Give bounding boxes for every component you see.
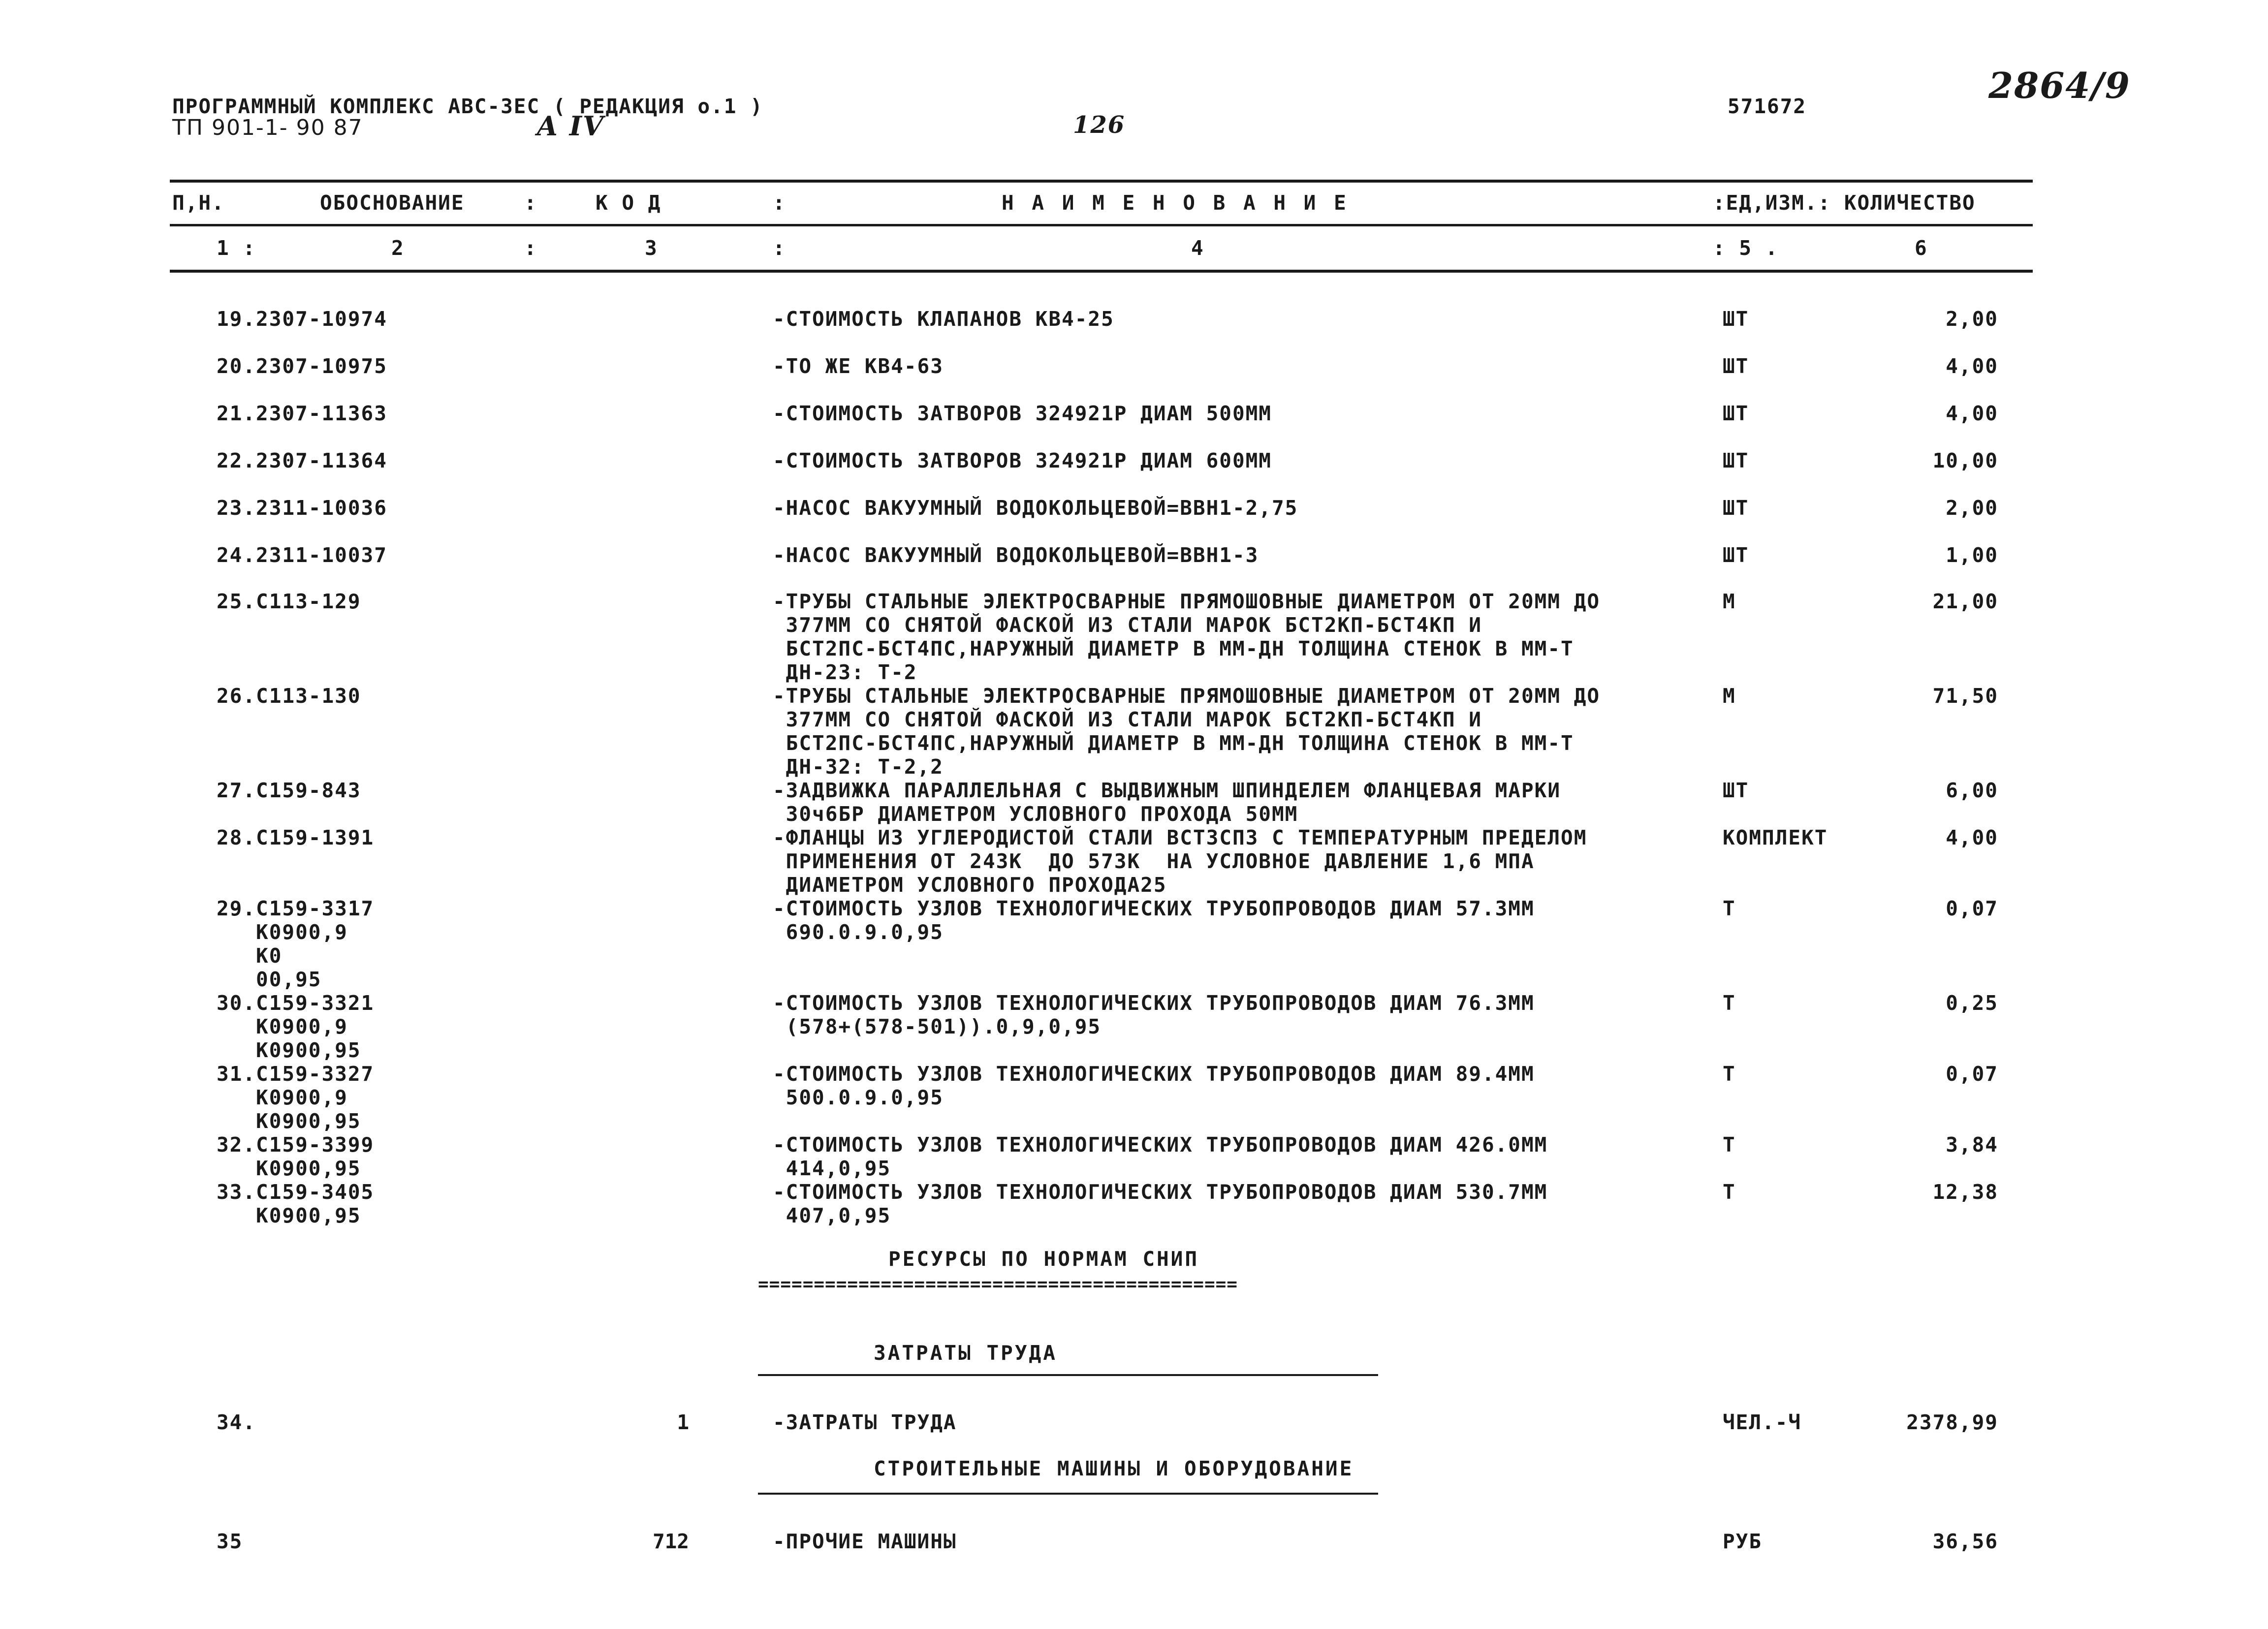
album-mark: А IV — [536, 110, 604, 142]
row-basis: 31.С159-3327 К0900,9 К0900,95 — [217, 1062, 375, 1133]
col-header-sep: : — [773, 191, 786, 215]
col-header-basis: ОБОСНОВАНИЕ — [320, 191, 465, 215]
row-name: -НАСОС ВАКУУМНЫЙ ВОДОКОЛЬЦЕВОЙ=ВВН1-3 — [773, 543, 1259, 567]
row-name: -СТОИМОСТЬ УЗЛОВ ТЕХНОЛОГИЧЕСКИХ ТРУБОПРОВОДОВ ДИАМ 530.7ММ 407,0,95 — [773, 1180, 1548, 1227]
row-basis: 22.2307-11364 — [217, 449, 387, 472]
row-name: -СТОИМОСТЬ УЗЛОВ ТЕХНОЛОГИЧЕСКИХ ТРУБОПРОВОДОВ ДИАМ 89.4ММ 500.0.9.0,95 — [773, 1062, 1535, 1109]
row-unit: ШТ — [1723, 354, 1749, 378]
row-qty: 36,56 — [1932, 1530, 1998, 1553]
col-number-4: 4 — [1191, 236, 1204, 260]
row-basis: 21.2307-11363 — [217, 402, 387, 425]
row-basis: 20.2307-10975 — [217, 354, 387, 378]
row-basis: 24.2311-10037 — [217, 543, 387, 567]
row-code: 712 — [652, 1530, 689, 1553]
row-unit: Т — [1723, 897, 1736, 920]
sheet-number-handwritten: 2864/9 — [1988, 64, 2131, 106]
row-qty: 2,00 — [1946, 307, 1998, 331]
row-qty: 0,25 — [1946, 991, 1998, 1015]
row-name: -СТОИМОСТЬ ЗАТВОРОВ 324921Р ДИАМ 600ММ — [773, 449, 1272, 472]
row-name: -СТОИМОСТЬ УЗЛОВ ТЕХНОЛОГИЧЕСКИХ ТРУБОПРОВОДОВ ДИАМ 426.0ММ 414,0,95 — [773, 1133, 1548, 1180]
row-basis: 23.2311-10036 — [217, 496, 387, 520]
project-number: ТП 901-1- 90 87 — [172, 115, 363, 140]
row-basis: 27.С159-843 — [217, 779, 361, 802]
row-qty: 12,38 — [1932, 1180, 1998, 1204]
page-number-handwritten: 126 — [1073, 111, 1126, 139]
row-name: -ТРУБЫ СТАЛЬНЫЕ ЭЛЕКТРОСВАРНЫЕ ПРЯМОШОВНЫЕ ДИАМЕТРОМ ОТ 20ММ ДО 377ММ СО СНЯТОЙ ФАСКОЙ ИЗ СТАЛИ МАРОК БСТ2КП-БСТ4КП И БСТ2ПС-БСТ4ПС,НАРУЖНЫЙ ДИАМЕТР В ММ-ДН ТОЛЩИНА СТЕНОК В ММ-Т ДН-23: Т-2 — [773, 590, 1601, 684]
row-name: -СТОИМОСТЬ ЗАТВОРОВ 324921Р ДИАМ 500ММ — [773, 402, 1272, 425]
header-rule-top — [170, 180, 2033, 183]
row-unit: КОМПЛЕКТ — [1723, 826, 1828, 849]
row-qty: 2378,99 — [1906, 1410, 1998, 1434]
row-basis: 33.С159-3405 К0900,95 — [217, 1180, 375, 1227]
row-unit: РУБ — [1723, 1530, 1763, 1553]
program-line: ПРОГРАММНЫЙ КОМПЛЕКС АВС-3ЕС ( РЕДАКЦИЯ о.1 ) — [172, 94, 763, 118]
row-unit: ШТ — [1723, 543, 1749, 567]
row-unit: М — [1723, 684, 1736, 708]
row-unit: ШТ — [1723, 779, 1749, 802]
row-unit: Т — [1723, 991, 1736, 1015]
row-name: -СТОИМОСТЬ УЗЛОВ ТЕХНОЛОГИЧЕСКИХ ТРУБОПРОВОДОВ ДИАМ 57.3ММ 690.0.9.0,95 — [773, 897, 1535, 944]
row-basis: 32.С159-3399 К0900,95 — [217, 1133, 375, 1180]
row-unit: ЧЕЛ.-Ч — [1723, 1410, 1802, 1434]
resources-double-rule: =========================================== — [758, 1274, 1238, 1294]
col-number-5: : 5 . — [1713, 236, 1779, 260]
col-number-3: 3 — [645, 236, 658, 260]
row-unit: ШТ — [1723, 496, 1749, 520]
row-basis: 28.С159-1391 — [217, 826, 375, 849]
row-unit: М — [1723, 590, 1736, 613]
row-basis: 35 — [217, 1530, 243, 1553]
row-unit: Т — [1723, 1133, 1736, 1157]
row-basis: 26.С113-130 — [217, 684, 361, 708]
col-number-1: 1 : — [217, 236, 256, 260]
row-basis: 30.С159-3321 К0900,9 К0900,95 — [217, 991, 375, 1062]
header-rule-bottom — [170, 270, 2033, 273]
row-qty: 6,00 — [1946, 779, 1998, 802]
labor-section-title: ЗАТРАТЫ ТРУДА — [874, 1341, 1057, 1365]
col-number-2: 2 — [391, 236, 405, 260]
col-header-sep: : — [524, 191, 537, 215]
col-header-num: П,Н. — [172, 191, 225, 215]
col-header-name: Н А И М Е Н О В А Н И Е — [1002, 191, 1349, 215]
col-header-unit-qty: :ЕД,ИЗМ.: КОЛИЧЕСТВО — [1713, 191, 1976, 215]
row-name: -НАСОС ВАКУУМНЫЙ ВОДОКОЛЬЦЕВОЙ=ВВН1-2,75 — [773, 496, 1298, 520]
row-qty: 1,00 — [1946, 543, 1998, 567]
machines-section-title: СТРОИТЕЛЬНЫЕ МАШИНЫ И ОБОРУДОВАНИЕ — [874, 1457, 1354, 1480]
col-number-6: 6 — [1915, 236, 1928, 260]
row-code: 1 — [677, 1410, 689, 1434]
col-header-code: К О Д — [596, 191, 662, 215]
row-qty: 4,00 — [1946, 354, 1998, 378]
row-name: -СТОИМОСТЬ КЛАПАНОВ КВ4-25 — [773, 307, 1114, 331]
row-name: -ЗАТРАТЫ ТРУДА — [773, 1410, 957, 1434]
row-qty: 4,00 — [1946, 402, 1998, 425]
row-qty: 3,84 — [1946, 1133, 1998, 1157]
header-rule-middle — [170, 224, 2033, 226]
row-unit: ШТ — [1723, 449, 1749, 472]
row-unit: ШТ — [1723, 402, 1749, 425]
machines-section-rule — [758, 1493, 1378, 1495]
row-basis: 19.2307-10974 — [217, 307, 387, 331]
row-qty: 4,00 — [1946, 826, 1998, 849]
row-name: -СТОИМОСТЬ УЗЛОВ ТЕХНОЛОГИЧЕСКИХ ТРУБОПРОВОДОВ ДИАМ 76.3ММ (578+(578-501)).0,9,0,95 — [773, 991, 1535, 1038]
row-qty: 21,00 — [1932, 590, 1998, 613]
row-basis: 25.С113-129 — [217, 590, 361, 613]
labor-section-rule — [758, 1374, 1378, 1376]
row-unit: ШТ — [1723, 307, 1749, 331]
row-name: -ПРОЧИЕ МАШИНЫ — [773, 1530, 957, 1553]
row-name: -ФЛАНЦЫ ИЗ УГЛЕРОДИСТОЙ СТАЛИ ВСТ3СП3 С ТЕМПЕРАТУРНЫМ ПРЕДЕЛОМ ПРИМЕНЕНИЯ ОТ 243К ДО 573К НА УСЛОВНОЕ ДАВЛЕНИЕ 1,6 МПА ДИАМЕТРОМ УСЛОВНОГО ПРОХОДА25 — [773, 826, 1587, 897]
row-qty: 71,50 — [1932, 684, 1998, 708]
col-number-sep: : — [524, 236, 537, 260]
row-qty: 0,07 — [1946, 1062, 1998, 1086]
row-name: -ТРУБЫ СТАЛЬНЫЕ ЭЛЕКТРОСВАРНЫЕ ПРЯМОШОВНЫЕ ДИАМЕТРОМ ОТ 20ММ ДО 377ММ СО СНЯТОЙ ФАСКОЙ ИЗ СТАЛИ МАРОК БСТ2КП-БСТ4КП И БСТ2ПС-БСТ4ПС,НАРУЖНЫЙ ДИАМЕТР В ММ-ДН ТОЛЩИНА СТЕНОК В ММ-Т ДН-32: Т-2,2 — [773, 684, 1601, 779]
resources-section-title: РЕСУРСЫ ПО НОРМАМ СНИП — [888, 1247, 1199, 1271]
row-unit: Т — [1723, 1062, 1736, 1086]
row-basis: 34. — [217, 1410, 256, 1434]
row-qty: 2,00 — [1946, 496, 1998, 520]
row-basis: 29.С159-3317 К0900,9 К0 00,95 — [217, 897, 375, 991]
row-unit: Т — [1723, 1180, 1736, 1204]
row-qty: 0,07 — [1946, 897, 1998, 920]
row-name: -ЗАДВИЖКА ПАРАЛЛЕЛЬНАЯ С ВЫДВИЖНЫМ ШПИНДЕЛЕМ ФЛАНЦЕВАЯ МАРКИ 30ч6БР ДИАМЕТРОМ УСЛОВНОГО ПРОХОДА 50ММ — [773, 779, 1561, 826]
row-name: -ТО ЖЕ КВ4-63 — [773, 354, 944, 378]
document-number: 571672 — [1728, 94, 1807, 118]
col-number-sep: : — [773, 236, 786, 260]
row-qty: 10,00 — [1932, 449, 1998, 472]
